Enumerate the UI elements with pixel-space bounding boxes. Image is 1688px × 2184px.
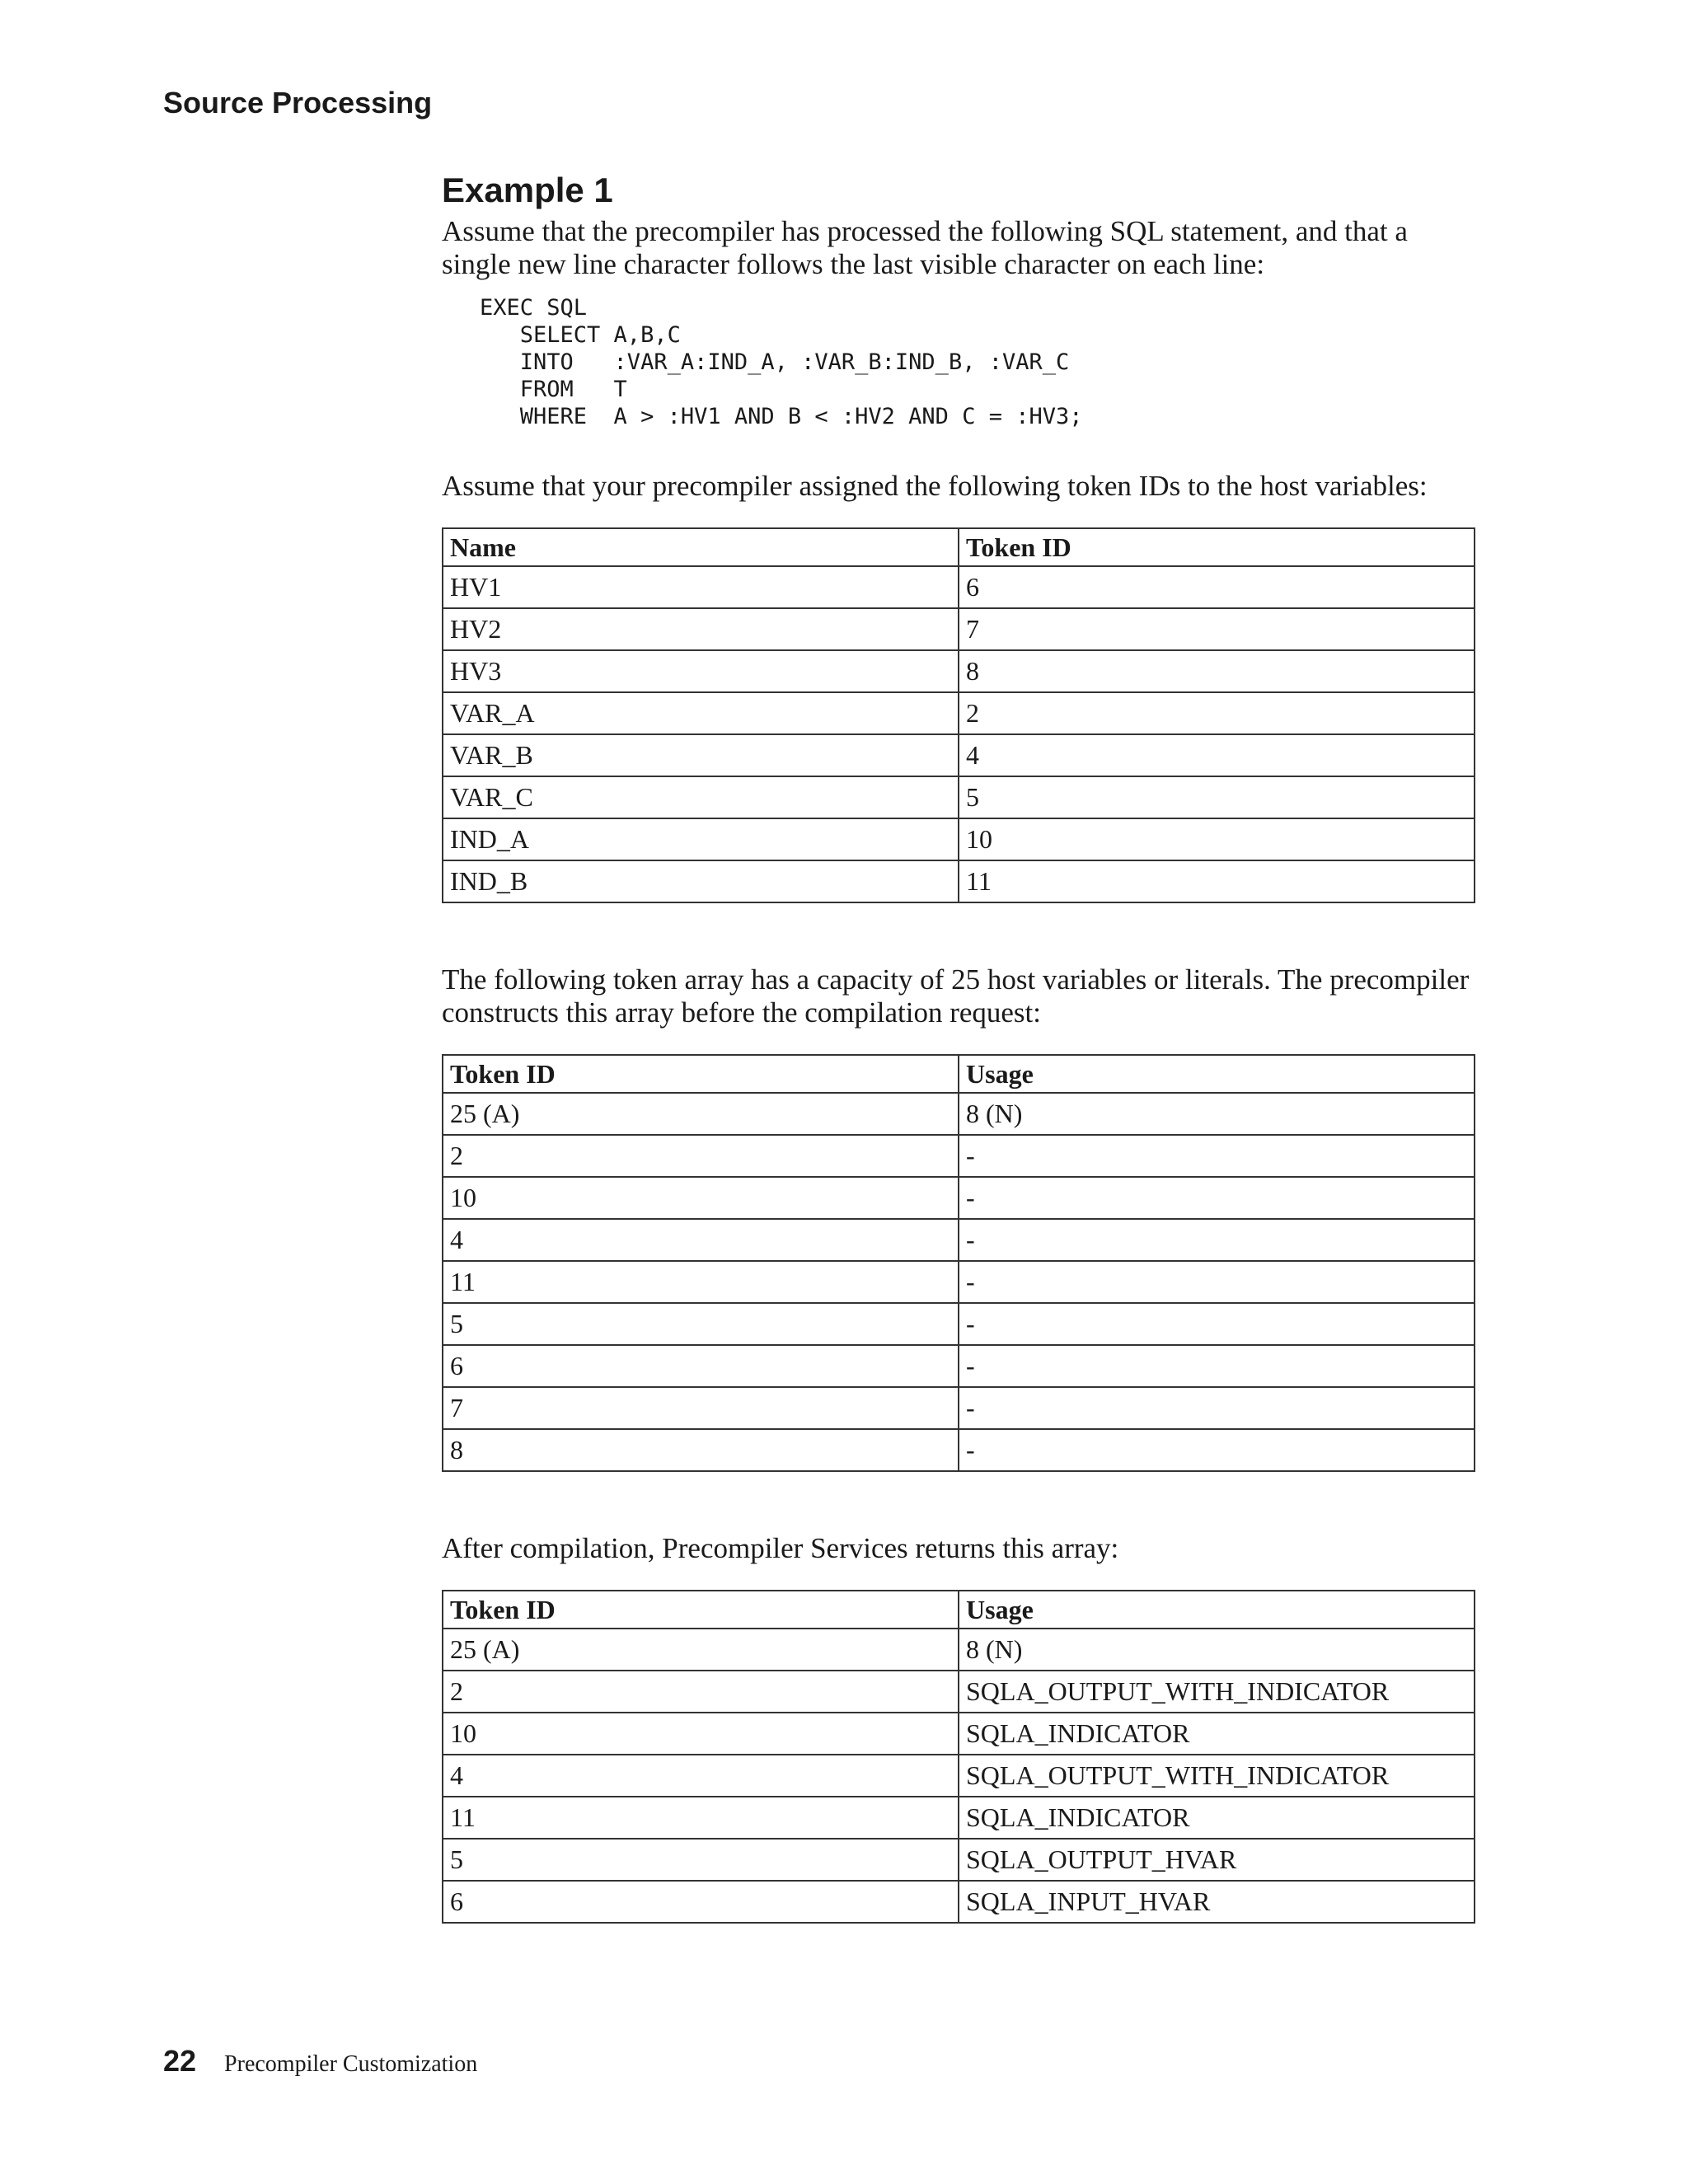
column-header: Token ID bbox=[443, 1591, 959, 1629]
token-ids-table bbox=[442, 527, 1475, 903]
table-row bbox=[443, 1345, 1475, 1387]
table-header-row bbox=[443, 528, 1475, 566]
table-row bbox=[443, 608, 1475, 650]
table-cell: 7 bbox=[443, 1387, 959, 1429]
column-header: Name bbox=[443, 528, 959, 566]
table-cell: SQLA_INDICATOR bbox=[959, 1797, 1475, 1839]
table-cell: 7 bbox=[959, 608, 1475, 650]
table-row bbox=[443, 734, 1475, 776]
table-cell: 25 (A) bbox=[443, 1093, 959, 1135]
table-cell: - bbox=[959, 1177, 1475, 1219]
example-intro: Assume that the precompiler has processed the following SQL statement, and that a single new line character follows the last visible character on each line: bbox=[442, 215, 1408, 280]
table-cell: - bbox=[959, 1261, 1475, 1303]
token-array-after-intro: After compilation, Precompiler Services returns this array: bbox=[442, 1532, 1119, 1564]
table-cell: 6 bbox=[443, 1881, 959, 1923]
table-cell: - bbox=[959, 1303, 1475, 1345]
running-head: Source Processing bbox=[163, 86, 433, 120]
table-cell: 4 bbox=[959, 734, 1475, 776]
token-array-before-intro: The following token array has a capacity of 25 host variables or literals. The precompiler constructs this array before the compilation request: bbox=[442, 963, 1470, 1029]
table-cell: HV3 bbox=[443, 650, 959, 692]
table-cell: - bbox=[959, 1219, 1475, 1261]
table-row bbox=[443, 1219, 1475, 1261]
table-cell: 6 bbox=[443, 1345, 959, 1387]
table-row bbox=[443, 1671, 1475, 1713]
page-number: 22 bbox=[163, 2044, 197, 2078]
page-content bbox=[442, 169, 1472, 1924]
table-cell: IND_A bbox=[443, 818, 959, 860]
table-cell: 4 bbox=[443, 1219, 959, 1261]
table-row bbox=[443, 1177, 1475, 1219]
table-cell: 11 bbox=[959, 860, 1475, 902]
table-cell: SQLA_INPUT_HVAR bbox=[959, 1881, 1475, 1923]
table-cell: 25 (A) bbox=[443, 1629, 959, 1671]
table-cell: 4 bbox=[443, 1755, 959, 1797]
table-row bbox=[443, 692, 1475, 734]
table-cell: SQLA_OUTPUT_HVAR bbox=[959, 1839, 1475, 1881]
table-row bbox=[443, 1387, 1475, 1429]
table-cell: - bbox=[959, 1387, 1475, 1429]
table-row bbox=[443, 1839, 1475, 1881]
table-cell: 10 bbox=[959, 818, 1475, 860]
table-row bbox=[443, 1881, 1475, 1923]
table-row bbox=[443, 776, 1475, 818]
example-title: Example 1 bbox=[442, 171, 613, 209]
table-cell: 10 bbox=[443, 1713, 959, 1755]
column-header: Usage bbox=[959, 1055, 1475, 1093]
table-cell: 8 bbox=[959, 650, 1475, 692]
table-cell: - bbox=[959, 1345, 1475, 1387]
table-cell: 11 bbox=[443, 1797, 959, 1839]
table-row bbox=[443, 1713, 1475, 1755]
table-cell: - bbox=[959, 1429, 1475, 1471]
table-row bbox=[443, 860, 1475, 902]
table-cell: HV1 bbox=[443, 566, 959, 608]
table-cell: 2 bbox=[443, 1671, 959, 1713]
table-cell: VAR_A bbox=[443, 692, 959, 734]
table-cell: IND_B bbox=[443, 860, 959, 902]
table-cell: 8 bbox=[443, 1429, 959, 1471]
table-cell: 10 bbox=[443, 1177, 959, 1219]
table-row bbox=[443, 650, 1475, 692]
table-cell: 5 bbox=[443, 1839, 959, 1881]
table-cell: 5 bbox=[443, 1303, 959, 1345]
column-header: Token ID bbox=[443, 1055, 959, 1093]
table-row bbox=[443, 1303, 1475, 1345]
table-cell: SQLA_INDICATOR bbox=[959, 1713, 1475, 1755]
table-row bbox=[443, 818, 1475, 860]
footer-title: Precompiler Customization bbox=[224, 2051, 478, 2077]
table-header-row bbox=[443, 1591, 1475, 1629]
table-row bbox=[443, 1629, 1475, 1671]
table-cell: 8 (N) bbox=[959, 1093, 1475, 1135]
table-cell: 2 bbox=[443, 1135, 959, 1177]
table-row bbox=[443, 1429, 1475, 1471]
table-cell: 6 bbox=[959, 566, 1475, 608]
table-row bbox=[443, 1261, 1475, 1303]
table-row bbox=[443, 1797, 1475, 1839]
column-header: Usage bbox=[959, 1591, 1475, 1629]
table-cell: VAR_C bbox=[443, 776, 959, 818]
table-cell: SQLA_OUTPUT_WITH_INDICATOR bbox=[959, 1671, 1475, 1713]
table-row bbox=[443, 1135, 1475, 1177]
table-cell: - bbox=[959, 1135, 1475, 1177]
table-cell: 11 bbox=[443, 1261, 959, 1303]
table-row bbox=[443, 1093, 1475, 1135]
table-row bbox=[443, 566, 1475, 608]
sql-code-block: EXEC SQL SELECT A,B,C INTO :VAR_A:IND_A, :VAR_B:IND_B, :VAR_C FROM T WHERE A > :HV1 AND B < :HV2 AND C = :HV3; bbox=[480, 295, 1083, 429]
token-array-before-table bbox=[442, 1054, 1475, 1472]
table-row bbox=[443, 1755, 1475, 1797]
table-cell: VAR_B bbox=[443, 734, 959, 776]
table-cell: 2 bbox=[959, 692, 1475, 734]
table-header-row bbox=[443, 1055, 1475, 1093]
table-cell: 8 (N) bbox=[959, 1629, 1475, 1671]
token-ids-intro: Assume that your precompiler assigned the following token IDs to the host variables: bbox=[442, 470, 1428, 502]
table-cell: SQLA_OUTPUT_WITH_INDICATOR bbox=[959, 1755, 1475, 1797]
page-footer bbox=[163, 2044, 477, 2079]
column-header: Token ID bbox=[959, 528, 1475, 566]
token-array-after-table bbox=[442, 1590, 1475, 1924]
table-cell: 5 bbox=[959, 776, 1475, 818]
table-cell: HV2 bbox=[443, 608, 959, 650]
